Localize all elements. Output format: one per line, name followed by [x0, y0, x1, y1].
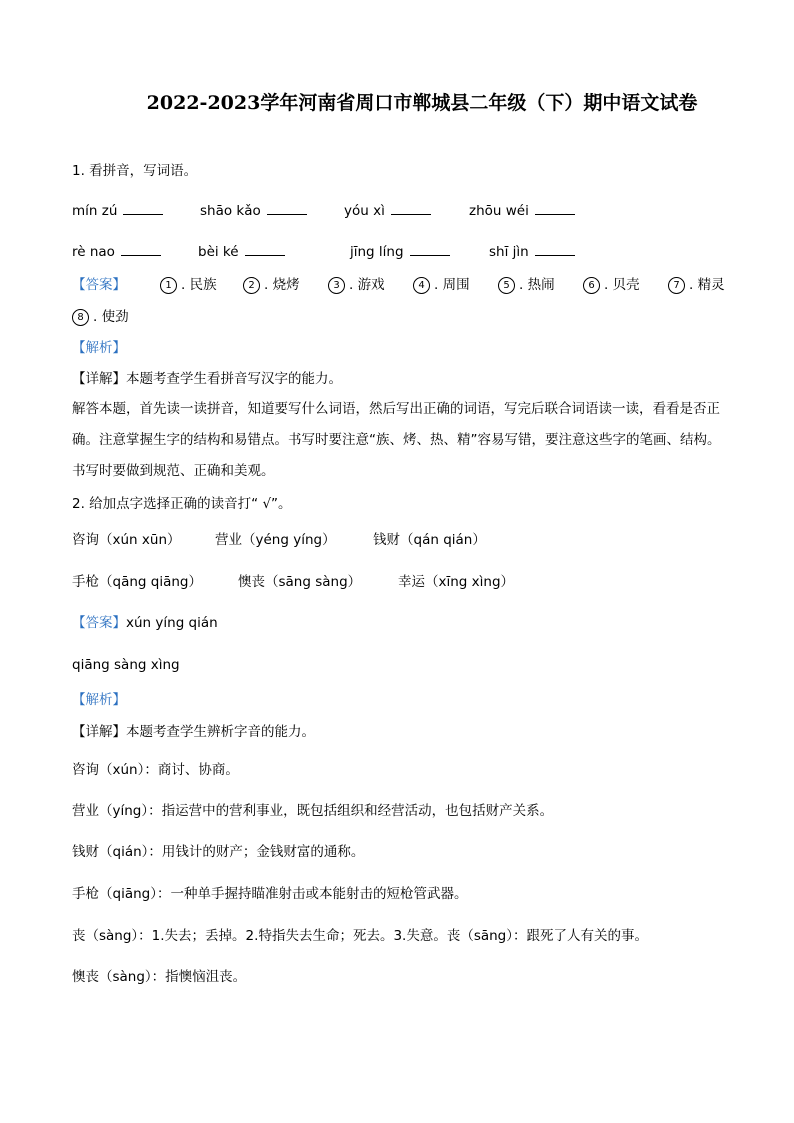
- q1-pinyin-5: rè nao: [72, 241, 161, 261]
- answer-item: 5 . 热闹: [498, 276, 555, 294]
- detail-line: 【详解】本题考查学生辨析字音的能力。: [72, 724, 315, 740]
- answer-item: 6 . 贝壳: [583, 276, 640, 294]
- note-line: 钱财（qián）：用钱计的财产；金钱财富的通称。: [72, 844, 365, 860]
- answer-blank[interactable]: [267, 200, 307, 215]
- answer-item: 4 . 周围: [413, 276, 470, 294]
- answer-item: 8 . 使劲: [72, 308, 129, 326]
- note-line: 懊丧（sàng）：指懊恼沮丧。: [72, 969, 247, 985]
- analysis-tag: 【解析】: [72, 692, 126, 708]
- page-title: 2022-2023学年河南省周口市郸城县二年级（下）期中语文试卷: [146, 92, 698, 114]
- q2-answer-line2: qiāng sàng xìng: [72, 657, 180, 673]
- q1-answer-row: [0, 276, 794, 296]
- answer-item: 2 . 烧烤: [243, 276, 300, 294]
- answer-blank[interactable]: [535, 241, 575, 256]
- q1-row1: [0, 200, 794, 220]
- q2-row1: [0, 531, 794, 551]
- q2-stem: 2. 给加点字选择正确的读音打“ √”。: [72, 496, 292, 512]
- answer-blank[interactable]: [410, 241, 450, 256]
- answer-item: 7 . 精灵: [668, 276, 725, 294]
- q1-pinyin-1: mín zú: [72, 200, 163, 220]
- q2-answer: 【答案】xún yíng qián: [72, 615, 218, 631]
- q2-option: 营业（yéng yíng）: [215, 532, 336, 548]
- answer-item: 3 . 游戏: [328, 276, 385, 294]
- answer-item: 1 . 民族: [160, 276, 217, 294]
- answer-blank[interactable]: [123, 200, 163, 215]
- q2-option: 咨询（xún xūn）: [72, 532, 181, 548]
- note-line: 丧（sàng）：1.失去；丢掉。2.特指失去生命；死去。3.失意。丧（sāng）：跟死了人有关的事。: [72, 928, 649, 944]
- explanation-paragraph: 解答本题，首先读一读拼音，知道要写什么词语，然后写出正确的词语，写完后联合词语读一读，看看是否正确。注意掌握生字的结构和易错点。书写时要注意“族、烤、热、精”容易写错，要注意这些字的笔画、结构。书写时要做到规范、正确和美观。: [72, 401, 721, 479]
- answer-blank[interactable]: [535, 200, 575, 215]
- note-line: 手枪（qiāng）：一种单手握持瞄准射击或本能射击的短枪管武器。: [72, 886, 468, 902]
- q1-row2: [0, 241, 794, 261]
- q1-pinyin-3: yóu xì: [344, 200, 431, 220]
- q1-pinyin-7: jīng líng: [350, 241, 450, 261]
- q2-option: 幸运（xīng xìng）: [398, 574, 515, 590]
- q1-pinyin-8: shī jìn: [489, 241, 575, 261]
- q1-pinyin-2: shāo kǎo: [200, 200, 307, 220]
- q1-pinyin-6: bèi ké: [198, 241, 285, 261]
- q2-option: 钱财（qán qián）: [373, 532, 486, 548]
- answer-blank[interactable]: [121, 241, 161, 256]
- q2-option: 手枪（qāng qiāng）: [72, 574, 202, 590]
- note-line: 营业（yíng）：指运营中的营利事业，既包括组织和经营活动，也包括财产关系。: [72, 803, 554, 819]
- q2-row2: [0, 573, 794, 593]
- answer-tag: 【答案】: [72, 277, 126, 293]
- analysis-tag: 【解析】: [72, 340, 126, 356]
- q1-stem: 1. 看拼音，写词语。: [72, 163, 198, 179]
- q2-option: 懊丧（sāng sàng）: [238, 574, 362, 590]
- note-line: 咨询（xún）：商讨、协商。: [72, 762, 239, 778]
- answer-blank[interactable]: [391, 200, 431, 215]
- detail-line: 【详解】本题考查学生看拼音写汉字的能力。: [72, 371, 342, 387]
- q1-pinyin-4: zhōu wéi: [469, 200, 575, 220]
- answer-blank[interactable]: [245, 241, 285, 256]
- answer-tag: 【答案】: [72, 615, 126, 631]
